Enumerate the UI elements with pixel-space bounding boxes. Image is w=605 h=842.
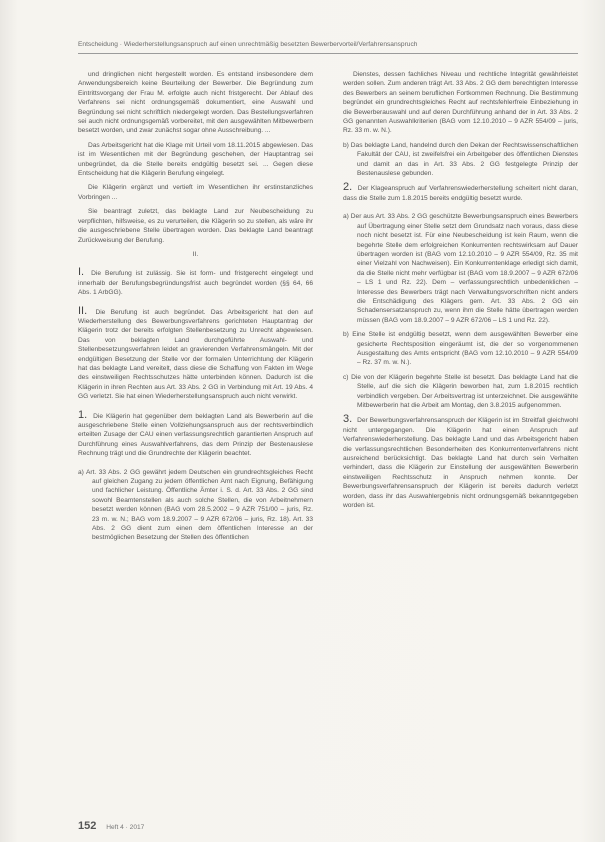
numbered-paragraph bbox=[78, 268, 313, 297]
header-divider bbox=[78, 53, 578, 54]
body-paragraph: Dienstes, dessen fachliches Niveau und rechtliche Integrität gewährleistet werden sollen. Zum anderen trägt Art. 33 Abs. 2 GG dem berechtigten Interesse des Bewerbers an seinem beruflichen Fortkommen Rechnung. Die Bestimmung begründet ein grundrechtsgleiches Recht auf rechtsfehlerfreie Einbeziehung in die Bewerberauswahl und auf deren Durchführung anhand der in Art. 33 Abs. 2 GG genannten Auswahlkriterien (BAG vom 12.10.2010 – 9 AZR 554/09 – juris, Rz. 33 m. w. N.). bbox=[343, 71, 578, 135]
numbered-paragraph bbox=[78, 304, 313, 402]
left-text-column bbox=[78, 70, 313, 548]
paragraph-marker: II. bbox=[78, 304, 88, 317]
paragraph-marker: a) bbox=[78, 468, 84, 476]
paragraph-marker: 2. bbox=[343, 181, 353, 194]
paragraph-marker: b) bbox=[343, 141, 349, 149]
body-paragraph: Das Arbeitsgericht hat die Klage mit Urteil vom 18.11.2015 abgewiesen. Das ist im Wesentlichen mit der Begründung geschehen, der Hauptantrag sei unbegründet, da die Stelle bereits endgültig besetzt sei. ... Gegen diese Entscheidung hat die Klägerin Berufung eingelegt. bbox=[78, 141, 313, 178]
body-paragraph: Die Klägerin ergänzt und vertieft im Wesentlichen ihr erstinstanzliches Vorbringen ... bbox=[78, 184, 313, 201]
sub-paragraph bbox=[78, 468, 313, 543]
numbered-paragraph bbox=[343, 183, 578, 203]
paragraph-text: Die Klägerin hat gegenüber dem beklagten Land als Bewerberin auf die ausgeschriebene Stelle einen Vollziehungsanspruch aus der rechtsverbindlich erteilten Zusage der CAU einen verfassungsrechtlich garantierten Anspruch auf Durchführung eines Auswahlverfahrens, das dem Prinzip der Bestenauslese Rechnung trägt und die Grundrechte der Klägerin beachtet. bbox=[78, 412, 313, 458]
paragraph-text: Die Berufung ist auch begründet. Das Arbeitsgericht hat den auf Wiederherstellung des Bewerbungsverfahrens gerichteten Hauptantrag der Klägerin trotz der bereits erfolgten Stellenbesetzung zu Unrecht abgewiesen. Das von beklagten Land durchgeführte Auswahl- und Stellenbesetzungsverfahren leidet an gravierenden Verfahrensmängeln. Mit der endgültigen Besetzung der Stelle vor der formalen Unterrichtung der Klägerin hat das beklagte Land vereitelt, dass diese die Schaffung von Fakten im Wege des einstweiligen Rechtsschutzes hätte unterbinden können. Dadurch ist die Klägerin in ihren Rechten aus Art. 33 Abs. 2 GG in Verbindung mit Art. 19 Abs. 4 GG verletzt. Sie hat einen Wiederherstellungsanspruch auch nicht verwirkt. bbox=[78, 308, 313, 401]
numbered-paragraph bbox=[343, 415, 578, 510]
paragraph-spacer bbox=[78, 298, 313, 307]
sub-paragraph bbox=[343, 212, 578, 325]
paragraph-marker: c) bbox=[343, 373, 349, 381]
body-paragraph: und dringlichen nicht hergestellt worden. Es entstand insbesondere dem Anwendungsbereich keine Beurteilung der Bewerber. Die Begründung zum Eintrittsvorgang der Frau M. erfolgte auch nicht fristgerecht. Der Ablauf des Verfahrens sei nicht ordnungsgemäß dokumentiert, eine Auswahl und Begründung sei nicht schriftlich niedergelegt worden. Das Bestellungsverfahren sei auch nicht ordnungsgemäß vorbereitet, mit den ausgewählten Mitbewerbern besetzt worden, und zwar zunächst sogar ohne Ausschreibung. ... bbox=[78, 71, 313, 135]
page-footer bbox=[78, 820, 144, 832]
paragraph-text: Das beklagte Land, handelnd durch den Dekan der Rechtswissenschaftlichen Fakultät der CAU, ist zweifelsfrei ein Arbeitgeber des öffentlichen Dienstes und damit an das in Art. 33 Abs. 2 GG festgelegte Prinzip der Bestenauslese gebunden. bbox=[350, 141, 578, 178]
paragraph-spacer bbox=[78, 459, 313, 468]
paragraph-marker: 3. bbox=[343, 413, 353, 426]
paragraph-text: Eine Stelle ist endgültig besetzt, wenn dem ausgewählten Bewerber eine gesicherte Rechtsposition eingeräumt ist, die der so vorgenommenen Ausgestaltung des Amts entspricht (BAG vom 12.10.2010 – 9 AZR 554/09 – Rz. 37 m. w. N.). bbox=[352, 331, 578, 367]
numbered-paragraph bbox=[78, 408, 313, 459]
paragraph-spacer bbox=[78, 402, 313, 411]
paragraph-spacer bbox=[78, 259, 313, 268]
paragraph-marker: 1. bbox=[78, 408, 88, 421]
paragraph-marker: b) bbox=[343, 331, 349, 339]
paragraph-text: Der aus Art. 33 Abs. 2 GG geschützte Bewerbungsanspruch eines Bewerbers auf Übertragung einer Stelle setzt dem Grundsatz nach voraus, dass diese noch nicht besetzt ist. Für eine Neubescheidung ist kein Raum, wenn die begehrte Stelle dem erfolgreichen Konkurrenten rechtswirksam auf Dauer übertragen worden ist (BAG vom 12.10.2010 – 9 AZR 554/09, Rz. 35 mit einer Vielzahl von Nachweisen). Ein Konkurrentenklage erledigt sich damit, da die Stelle nicht mehr verfügbar ist (BAG vom 18.9.2007 – 9 AZR 672/06 – LS 1 und Rz. 22). Dem – verfassungsrechtlich unbedenklichen – Interesse des Bewerbers trägt nach Verwaltungsvorschriften nicht anders die Entschädigung des Klägers gem. Art. 33 Abs. 2 GG ein Schadensersatzanspruch zu, wenn ihm die Stelle hätte übertragen werden müssen (BAG vom 18.9.2007 – 9 AZR 672/06 – LS 1 und Rz. 22). bbox=[350, 213, 578, 324]
paragraph-text: Der Klageanspruch auf Verfahrenswiederherstellung scheitert nicht daran, dass die Stelle zum 1.8.2015 bereits endgültig besetzt wurde. bbox=[343, 185, 578, 202]
issue-label: Heft 4 · 2017 bbox=[106, 824, 145, 831]
right-text-column bbox=[343, 70, 578, 519]
section-heading: II. bbox=[192, 250, 199, 258]
running-header: Entscheidung · Wiederherstellungsanspruch auf einen unrechtmäßig besetzten Bewerbervorteil/Verfahrensanspruch bbox=[78, 41, 418, 48]
paragraph-spacer bbox=[78, 543, 313, 548]
page-number: 152 bbox=[78, 820, 97, 832]
paragraph-spacer bbox=[343, 510, 578, 519]
paragraph-text: Die von der Klägerin begehrte Stelle ist besetzt. Das beklagte Land hat die Stelle, auf die sich die Klägerin beworben hat, zum 1.8.2015 rechtlich verbindlich vergeben. Der Arbeitsvertrag ist unterzeichnet. Die ausgewählte Mitbewerberin hat die Arbeit am Montag, den 3.8.2015 aufgenommen. bbox=[351, 373, 578, 409]
paragraph-text: Der Bewerbungsverfahrensanspruch der Klägerin ist im Streitfall gleichwohl nicht untergegangen. Die Klägerin hat einen Anspruch auf Verfahrenswiederherstellung. Das beklagte Land und das Arbeitsgericht haben die verfassungsrechtlichen Besonderheiten des Konkurrentenverfahrens nicht ausreichend berücksichtigt. Das beklagte Land hat durch sein Verhalten verhindert, dass die Klägerin zur Einstellung der ausgewählten Bewerberin einstweiligen Rechtsschutz in Anspruch nehmen konnte. Der Bewerbungsverfahrensanspruch der Klägerin ist bereits dadurch verletzt worden, dass ihr das Auswahlergebnis nicht ordnungsgemäß bekanntgegeben worden ist. bbox=[343, 417, 578, 510]
paragraph-marker: a) bbox=[343, 213, 349, 221]
paragraph-spacer bbox=[343, 203, 578, 212]
body-paragraph: Sie beantragt zuletzt, das beklagte Land zur Neubescheidung zu verpflichten, hilfsweise, es zu verurteilen, die Klägerin so zu stellen, als wäre ihr die ausgeschriebene Stelle übertragen worden. Das beklagte Land beantragt Zurückweisung der Berufung. bbox=[78, 208, 313, 244]
paragraph-text: Die Berufung ist zulässig. Sie ist form- und fristgerecht eingelegt und innerhalb der Berufungsbegründungsfrist auch begründet worden (§§ 64, 66 Abs. 1 ArbGG). bbox=[78, 270, 313, 297]
sub-paragraph bbox=[343, 141, 578, 179]
paragraph-marker: I. bbox=[78, 266, 85, 279]
sub-paragraph bbox=[343, 330, 578, 368]
sub-paragraph bbox=[343, 373, 578, 411]
paragraph-text: Art. 33 Abs. 2 GG gewährt jedem Deutschen ein grundrechtsgleiches Recht auf gleichen Zugang zu jedem öffentlichen Amt nach Eignung, Befähigung und fachlicher Leistung. Öffentliche Ämter i. S. d. Art. 33 Abs. 2 GG sind sowohl Beamtenstellen als auch solche Stellen, die von Arbeitnehmern besetzt werden können (BAG vom 28.5.2002 – 9 AZR 751/00 – juris, Rz. 23 m. w. N.; BAG vom 18.9.2007 – 9 AZR 672/06 – juris, Rz. 18). Art. 33 Abs. 2 GG dient zum einen dem öffentlichen Interesse an der bestmöglichen Besetzung der Stellen des öffentlichen bbox=[85, 468, 313, 542]
